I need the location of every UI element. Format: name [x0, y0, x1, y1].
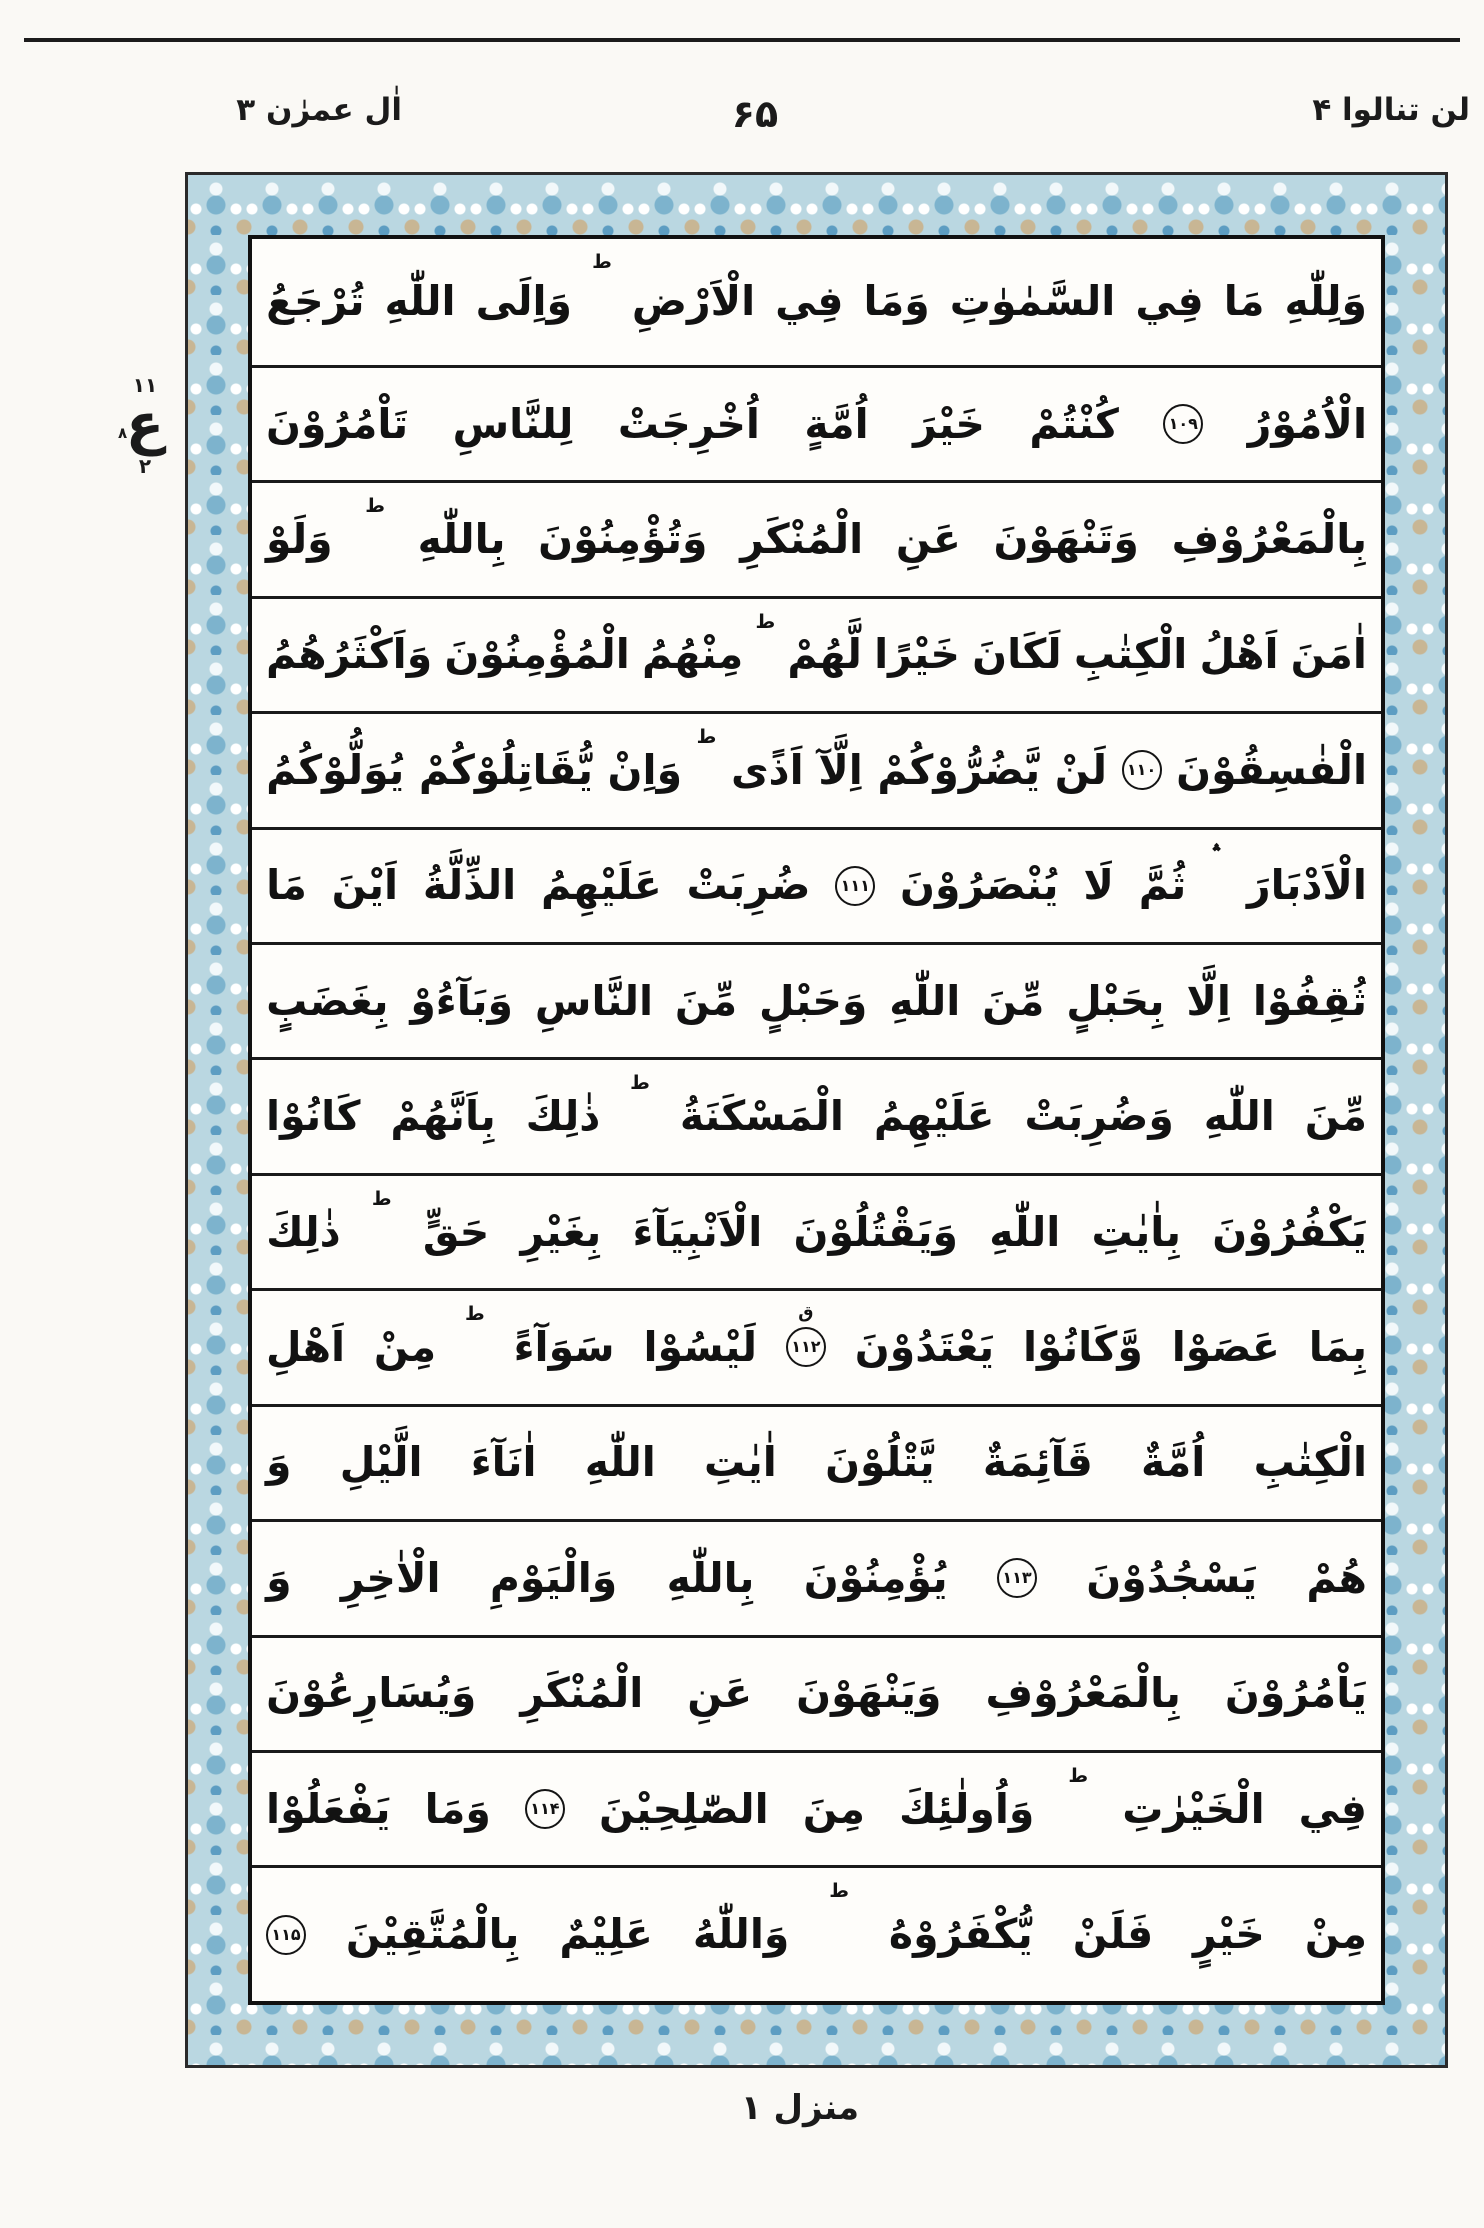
waqf-mark: ط	[755, 610, 776, 633]
word: اَهْلِ	[266, 1322, 346, 1371]
word: الصّٰلِحِيْنَ	[598, 1784, 769, 1833]
quran-line	[252, 368, 1381, 483]
word: وَيَنْهَوْنَ	[796, 1669, 942, 1718]
word: النَّاسِ	[534, 976, 654, 1025]
word: الْاٰخِرِ	[340, 1553, 441, 1602]
word: بِغَضَبٍ	[266, 976, 389, 1025]
word: يَّتْلُوْنَ	[825, 1438, 935, 1487]
word: وَمَا	[863, 277, 930, 326]
ruku-bottom-number: ۲	[138, 453, 152, 478]
word: الْخَيْرٰتِ	[1122, 1784, 1265, 1833]
word: اللّٰهِ	[889, 976, 961, 1025]
quran-line	[252, 1753, 1381, 1868]
word: وَلِلّٰهِ	[1284, 277, 1367, 326]
word: خَيْرَ	[913, 399, 985, 448]
ayah-end-marker: ۱۱۲ ق	[786, 1327, 826, 1367]
word: وَمَا	[424, 1784, 491, 1833]
word: مَا	[1223, 277, 1265, 326]
word: وَلَوْ	[266, 515, 333, 564]
word: خَيْرًا	[874, 630, 960, 679]
word: الَّيْلِ	[339, 1438, 423, 1487]
word: فَلَنْ	[1072, 1910, 1154, 1959]
word: ثُقِفُوْا	[1252, 976, 1367, 1025]
word: اُمَّةٍ	[804, 399, 869, 448]
ruku-inner-number: ۸	[118, 424, 128, 442]
word: يَاْمُرُوْنَ	[1224, 1669, 1367, 1718]
word: الْكِتٰبِ	[1073, 630, 1188, 679]
header-juz-title: لن تنالوا ۴	[1312, 92, 1470, 128]
word: تَاْمُرُوْنَ	[266, 399, 409, 448]
waqf-mark: ؞	[1211, 841, 1223, 864]
word: وَ	[266, 1438, 292, 1487]
waqf-mark: ط	[630, 1072, 650, 1095]
quran-line	[252, 599, 1381, 714]
ayah-end-marker: ۱۱۰	[1122, 750, 1162, 790]
word: لَكَانَ	[972, 630, 1062, 679]
quran-line	[252, 1060, 1381, 1175]
waqf-mark: ط	[829, 1880, 849, 1903]
word: وَاللّٰهُ	[692, 1910, 790, 1959]
word: اٰمَنَ	[1290, 630, 1367, 679]
word: الذِّلَّةُ	[422, 861, 517, 910]
word: بِاللّٰهِ	[417, 515, 506, 564]
word: يَفْعَلُوْا	[266, 1784, 391, 1833]
word: وَحَبْلٍ	[759, 976, 868, 1025]
word: عَصَوْا	[1171, 1322, 1280, 1371]
ain-letter: ع	[125, 392, 165, 457]
word: فِي	[775, 277, 844, 326]
word: يَعْتَدُوْنَ	[854, 1322, 995, 1371]
word: بِغَيْرِ	[520, 1207, 602, 1256]
word: اللّٰهِ	[584, 1438, 656, 1487]
word: لَا	[1083, 861, 1114, 910]
word: عَنِ	[687, 1669, 753, 1718]
word: وَتُؤْمِنُوْنَ	[538, 515, 708, 564]
quran-line	[252, 714, 1381, 829]
word: الْكِتٰبِ	[1253, 1438, 1367, 1487]
word: اللّٰهِ	[989, 1207, 1061, 1256]
word: عَنِ	[895, 515, 961, 564]
word: اَيْنَ	[331, 861, 399, 910]
word: يُوَلُّوْكُمُ	[266, 745, 405, 794]
word: اللّٰهِ	[1203, 1092, 1275, 1141]
word: وَاِنْ	[607, 745, 683, 794]
word: خَيْرٍ	[1193, 1910, 1265, 1959]
word: بِحَبْلٍ	[1066, 976, 1165, 1025]
word: السَّمٰوٰتِ	[949, 277, 1116, 326]
ayah-end-marker: ۱۱۳	[997, 1558, 1037, 1598]
word: وَضُرِبَتْ	[1024, 1092, 1174, 1141]
word: وَاُولٰئِكَ	[899, 1784, 1035, 1833]
word: وَيَقْتُلُوْنَ	[793, 1207, 959, 1256]
ruku-top-number: ۱۱	[132, 373, 158, 397]
word: هُمْ	[1306, 1553, 1367, 1602]
word: مِنْ	[373, 1322, 437, 1371]
ayah-end-marker: ۱۰۹	[1163, 404, 1203, 444]
word: لَيْسُوْا	[643, 1322, 758, 1371]
word: الْاَنْبِيَآءَ	[632, 1207, 763, 1256]
word: الْمُنْكَرِ	[520, 1669, 644, 1718]
word: الْمَسْكَنَةُ	[679, 1092, 844, 1141]
waqf-sign: ق	[798, 1303, 814, 1324]
quran-line	[252, 239, 1381, 368]
word: الْمُنْكَرِ	[740, 515, 864, 564]
waqf-mark: ط	[696, 726, 717, 749]
word: الْاَدْبَارَ	[1246, 861, 1367, 910]
word: قَآئِمَةٌ	[982, 1438, 1093, 1487]
ayah-end-marker: ۱۱۴	[525, 1789, 565, 1829]
word: سَوَآءً	[513, 1322, 615, 1371]
top-divider-rule	[24, 38, 1460, 42]
word: لَنْ	[1054, 745, 1107, 794]
manzil-label: منزل ۱	[740, 2088, 860, 2128]
word: مِنْ	[1304, 1910, 1367, 1959]
header-page-number: ۶۵	[731, 92, 779, 136]
ayah-end-marker: ۱۱۱	[835, 866, 875, 906]
word: الْفٰسِقُوْنَ	[1176, 745, 1367, 794]
word: كُنْتُمْ	[1029, 399, 1119, 448]
header-surah-title: اٰل عمرٰن ۳	[236, 92, 402, 128]
word: اٰنَآءَ	[470, 1438, 537, 1487]
word: يَكْفُرُوْنَ	[1212, 1207, 1367, 1256]
word: عَلِيْمٌ	[559, 1910, 653, 1959]
word: يُنْصَرُوْنَ	[900, 861, 1059, 910]
ornamental-border-frame	[185, 172, 1448, 2068]
word: بِاَنَّهُمْ	[390, 1092, 496, 1141]
word: بِاللّٰهِ	[666, 1553, 755, 1602]
word: الْمُؤْمِنُوْنَ	[444, 630, 630, 679]
word: وَّكَانُوْا	[1023, 1322, 1143, 1371]
quran-line	[252, 945, 1381, 1060]
quran-line	[252, 830, 1381, 945]
waqf-mark: ط	[365, 495, 385, 518]
word: بِالْمُتَّقِيْنَ	[345, 1910, 520, 1959]
word: حَقٍّ	[422, 1207, 490, 1256]
word: يُؤْمِنُوْنَ	[803, 1553, 948, 1602]
word: فِي	[1298, 1784, 1367, 1833]
word: عَلَيْهِمُ	[873, 1092, 995, 1141]
word: مِّنَ	[982, 976, 1045, 1025]
waqf-mark: ط	[371, 1187, 392, 1210]
word: مِّنَ	[674, 976, 738, 1025]
word: وَيُسَارِعُوْنَ	[266, 1669, 477, 1718]
word: اُمَّةٌ	[1141, 1438, 1206, 1487]
word: وَتَنْهَوْنَ	[993, 515, 1139, 564]
quran-line	[252, 483, 1381, 598]
word: بِالْمَعْرُوْفِ	[985, 1669, 1181, 1718]
word: اٰيٰتِ	[704, 1438, 777, 1487]
word: يَّضُرُّوْكُمْ	[877, 745, 1041, 794]
word: كَانُوْا	[266, 1092, 361, 1141]
word: اِلَّآ	[818, 745, 863, 794]
word: اِلَّا	[1186, 976, 1231, 1025]
word: ثُمَّ	[1138, 861, 1187, 910]
word: لِلنَّاسِ	[452, 399, 574, 448]
word: بِالْمَعْرُوْفِ	[1171, 515, 1367, 564]
word: مِنَ	[802, 1784, 866, 1833]
word: اَهْلُ	[1199, 630, 1279, 679]
quran-text-area	[248, 235, 1385, 2005]
word: ذٰلِكَ	[525, 1092, 601, 1141]
word: اُخْرِجَتْ	[617, 399, 760, 448]
word: ضُرِبَتْ	[686, 861, 811, 910]
word: بِمَا	[1308, 1322, 1367, 1371]
word: تُرْجَعُ	[266, 277, 365, 326]
quran-line	[252, 1291, 1381, 1406]
waqf-mark: ط	[592, 251, 612, 273]
waqf-mark: ط	[1068, 1764, 1089, 1787]
waqf-mark: ط	[465, 1303, 485, 1326]
ain-symbol	[110, 392, 180, 457]
word: وَاِلَى	[475, 277, 573, 326]
word: وَبَآءُوْ	[410, 976, 514, 1025]
word: اَذًى	[730, 745, 804, 794]
ruku-margin-marker	[110, 374, 180, 477]
word: يَسْجُدُوْنَ	[1086, 1553, 1258, 1602]
quran-line	[252, 1176, 1381, 1291]
word: بِاٰيٰتِ	[1091, 1207, 1182, 1256]
quran-line	[252, 1407, 1381, 1522]
quran-line	[252, 1868, 1381, 2001]
word: وَ	[266, 1553, 292, 1602]
word: يُّقَاتِلُوْكُمْ	[418, 745, 593, 794]
word: الْاَرْضِ	[631, 277, 756, 326]
word: عَلَيْهِمُ	[541, 861, 662, 910]
word: وَالْيَوْمِ	[489, 1553, 618, 1602]
quran-line	[252, 1638, 1381, 1753]
ayah-end-marker: ۱۱۵	[266, 1915, 306, 1955]
word: لَّهُمْ	[787, 630, 862, 679]
quran-line	[252, 1522, 1381, 1637]
word: اللّٰهِ	[384, 277, 456, 326]
word: يُّكْفَرُوْهُ	[888, 1910, 1033, 1959]
word: وَاَكْثَرُهُمُ	[266, 630, 433, 679]
word: الْاُمُوْرُ	[1247, 399, 1367, 448]
word: ذٰلِكَ	[266, 1207, 341, 1256]
word: مِّنَ	[1304, 1092, 1367, 1141]
word: مَا	[266, 861, 307, 910]
word: فِي	[1135, 277, 1204, 326]
word: مِنْهُمُ	[641, 630, 744, 679]
